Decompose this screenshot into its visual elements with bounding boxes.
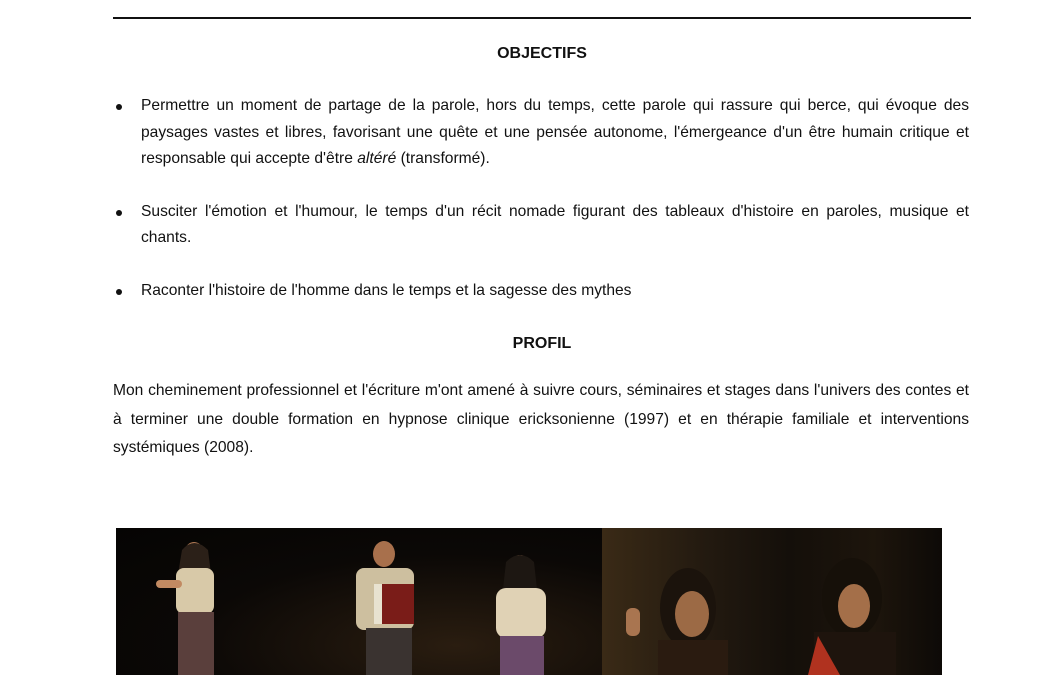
bullet-icon: [116, 210, 122, 216]
portrait-photo-illustration: [602, 528, 942, 675]
profil-paragraph: Mon cheminement professionnel et l'écriture m'ont amené à suivre cours, séminaires et stages dans l'univers des contes et à terminer une double formation en hypnose clinique ericksonienne (1997) et en thérapie familiale et interventions systémiques (2008).: [113, 382, 969, 456]
bullet-icon: [116, 289, 122, 295]
storyteller-figure: [626, 568, 728, 675]
stage-photo: [116, 528, 602, 675]
stage-photo-illustration: [116, 528, 602, 675]
photo-strip: [116, 528, 942, 675]
top-rule: [113, 17, 971, 19]
objectifs-list: [113, 93, 969, 304]
list-item: [113, 93, 969, 173]
performer-figure: [156, 542, 214, 675]
portrait-photo: [602, 528, 942, 675]
objectifs-heading: OBJECTIFS: [497, 45, 587, 62]
bullet-text: Permettre un moment de partage de la parole, hors du temps, cette parole qui rassure qui berce, qui évoque des paysages vastes et libres, favorisant une quête et une pensée autonome, l'émergeance d'un être humain critique et responsable qui accepte d'être altéré (transformé).: [141, 97, 969, 167]
storyteller-figure: [808, 558, 896, 675]
singer-figure: [496, 555, 546, 675]
bullet-text: Susciter l'émotion et l'humour, le temps d'un récit nomade figurant des tableaux d'histoire en paroles, musique et chants.: [141, 202, 969, 246]
bullet-text: Raconter l'histoire de l'homme dans le temps et la sagesse des mythes: [141, 281, 632, 299]
list-item: [113, 199, 969, 252]
bullet-icon: [116, 104, 122, 110]
accordion-player-figure: [356, 541, 414, 675]
list-item: [113, 278, 969, 305]
profil-heading: PROFIL: [512, 335, 572, 352]
emphasis-text: altéré: [357, 150, 397, 167]
